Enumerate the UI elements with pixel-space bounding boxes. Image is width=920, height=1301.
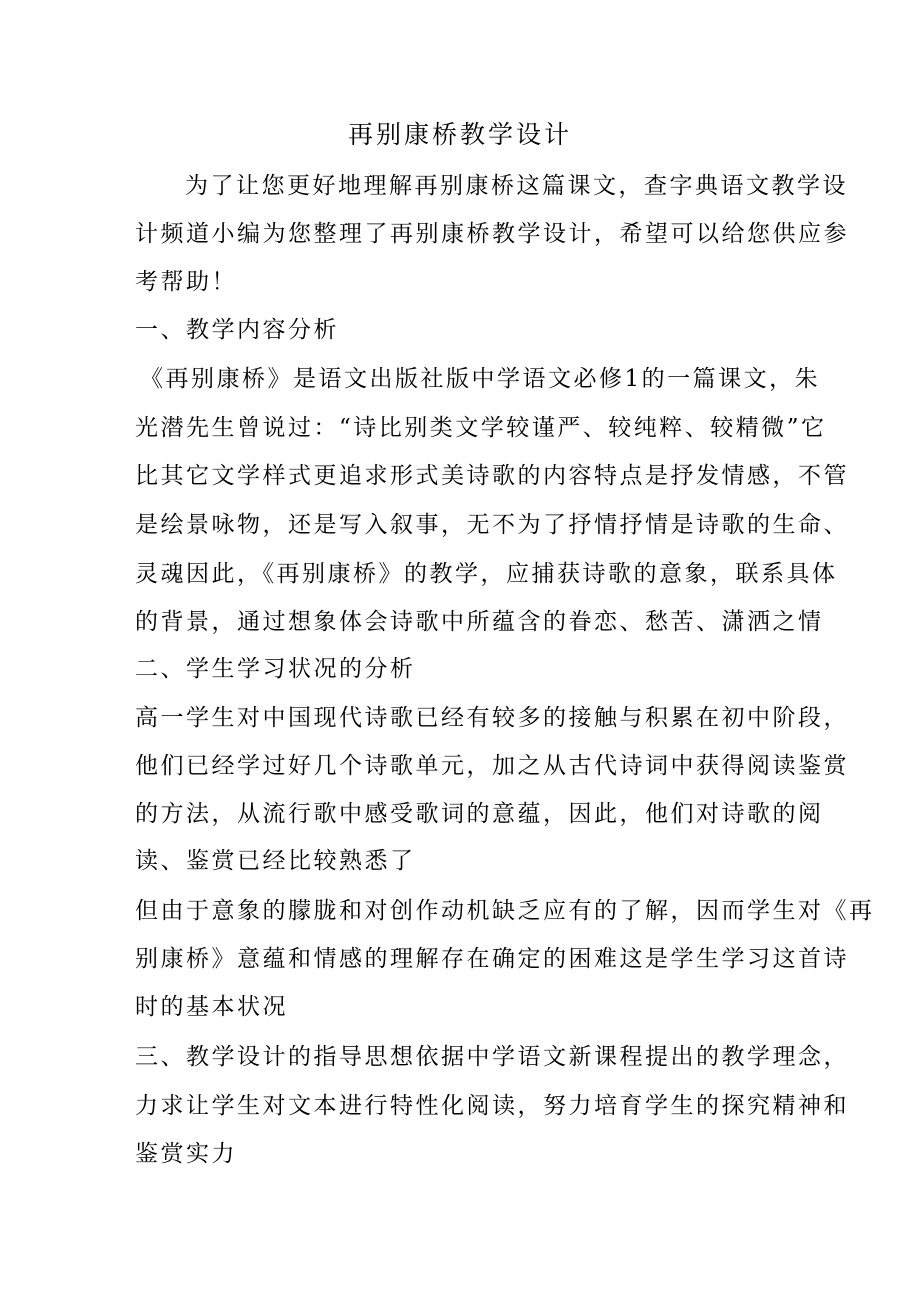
section-heading: 一、教学内容分析: [135, 317, 339, 343]
text-line: 是绘景咏物，还是写入叙事，无不为了抒情抒情是诗歌的生命、: [135, 512, 849, 538]
text-line: 《再别康桥》是语文出版社版中学语文必修1的一篇课文，朱: [140, 366, 821, 392]
text-line: 力求让学生对文本进行特性化阅读，努力培育学生的探究精神和: [135, 1093, 849, 1119]
text-line: 考帮助！: [135, 269, 237, 295]
text-line: 鉴赏实力: [135, 1141, 237, 1167]
text-line: 别康桥》意蕴和情感的理解存在确定的困难这是学生学习这首诗: [135, 946, 849, 972]
text-line: 读、鉴赏已经比较熟悉了: [135, 848, 416, 874]
text-line: 但由于意象的朦胧和对创作动机缺乏应有的了解，因而学生对《再: [135, 898, 875, 924]
text-line: 为了让您更好地理解再别康桥这篇课文，查字典语文教学设: [185, 173, 848, 199]
text-line: 的背景，通过想象体会诗歌中所蕴含的眷恋、愁苦、潇洒之情: [135, 609, 824, 635]
text-line: 的方法，从流行歌中感受歌词的意蕴，因此，他们对诗歌的阅: [135, 801, 824, 827]
text-line: 光潜先生曾说过：“诗比别类文学较谨严、较纯粹、较精微”它: [135, 415, 827, 441]
text-line: 灵魂因此，《再别康桥》的教学，应捕获诗歌的意象，联系具体: [135, 561, 838, 587]
page-title: 再别康桥教学设计: [347, 120, 572, 149]
text-line: 比其它文学样式更追求形式美诗歌的内容特点是抒发情感，不管: [135, 463, 849, 489]
section-heading: 三、教学设计的指导思想依据中学语文新课程提出的教学理念，: [135, 1044, 849, 1070]
section-heading: 二、学生学习状况的分析: [135, 656, 416, 682]
text-line: 他们已经学过好几个诗歌单元，加之从古代诗词中获得阅读鉴赏: [135, 753, 849, 779]
text-line: 时的基本状况: [135, 994, 288, 1020]
text-line: 高一学生对中国现代诗歌已经有较多的接触与积累在初中阶段，: [135, 705, 849, 731]
text-line: 计频道小编为您整理了再别康桥教学设计，希望可以给您供应参: [135, 221, 849, 247]
